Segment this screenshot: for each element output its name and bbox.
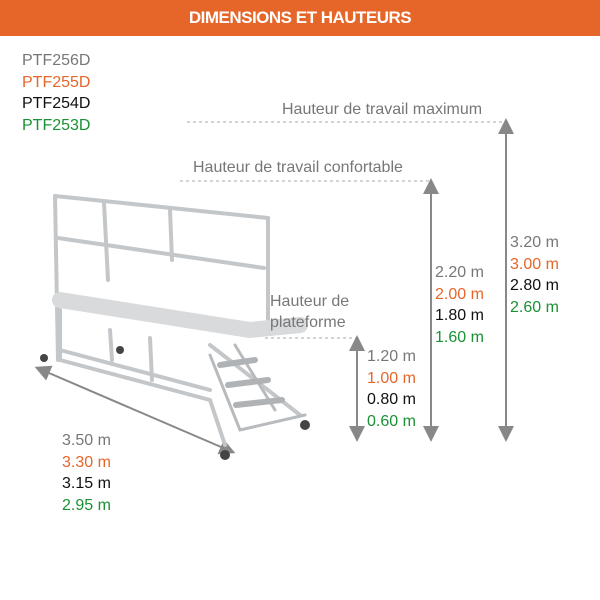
platform-label-line1: Hauteur de (270, 293, 350, 310)
max-height-values (510, 232, 559, 318)
platform-ptf254d: 0.80 m (367, 391, 416, 408)
model-ptf256d: PTF256D (22, 52, 91, 69)
comfort-ptf254d: 1.80 m (435, 307, 484, 324)
comfort-ptf253d: 1.60 m (435, 328, 484, 346)
model-ptf254d: PTF254D (22, 95, 91, 112)
comfort-ptf256d: 2.20 m (435, 264, 484, 281)
max-ptf253d: 2.60 m (510, 298, 559, 316)
length-ptf256d: 3.50 m (62, 432, 111, 449)
platform-ptf253d: 0.60 m (367, 412, 416, 430)
platform-label-line2: plateforme (270, 314, 346, 331)
length-ptf255d: 3.30 m (62, 453, 111, 471)
length-ptf254d: 3.15 m (62, 475, 111, 492)
comfort-height-values (435, 262, 484, 348)
platform-height-label (270, 291, 349, 333)
platform-height-values (367, 346, 416, 432)
title-banner: DIMENSIONS ET HAUTEURS (0, 0, 600, 36)
max-ptf255d: 3.00 m (510, 255, 559, 273)
length-ptf253d: 2.95 m (62, 496, 111, 514)
platform-ptf255d: 1.00 m (367, 369, 416, 387)
max-ptf256d: 3.20 m (510, 234, 559, 251)
comfort-height-label: Hauteur de travail confortable (193, 159, 403, 176)
model-ptf255d: PTF255D (22, 73, 91, 91)
platform-ptf256d: 1.20 m (367, 348, 416, 365)
model-ptf253d: PTF253D (22, 116, 91, 134)
max-height-label: Hauteur de travail maximum (282, 101, 483, 118)
length-values (62, 430, 111, 516)
max-ptf254d: 2.80 m (510, 277, 559, 294)
comfort-ptf255d: 2.00 m (435, 285, 484, 303)
